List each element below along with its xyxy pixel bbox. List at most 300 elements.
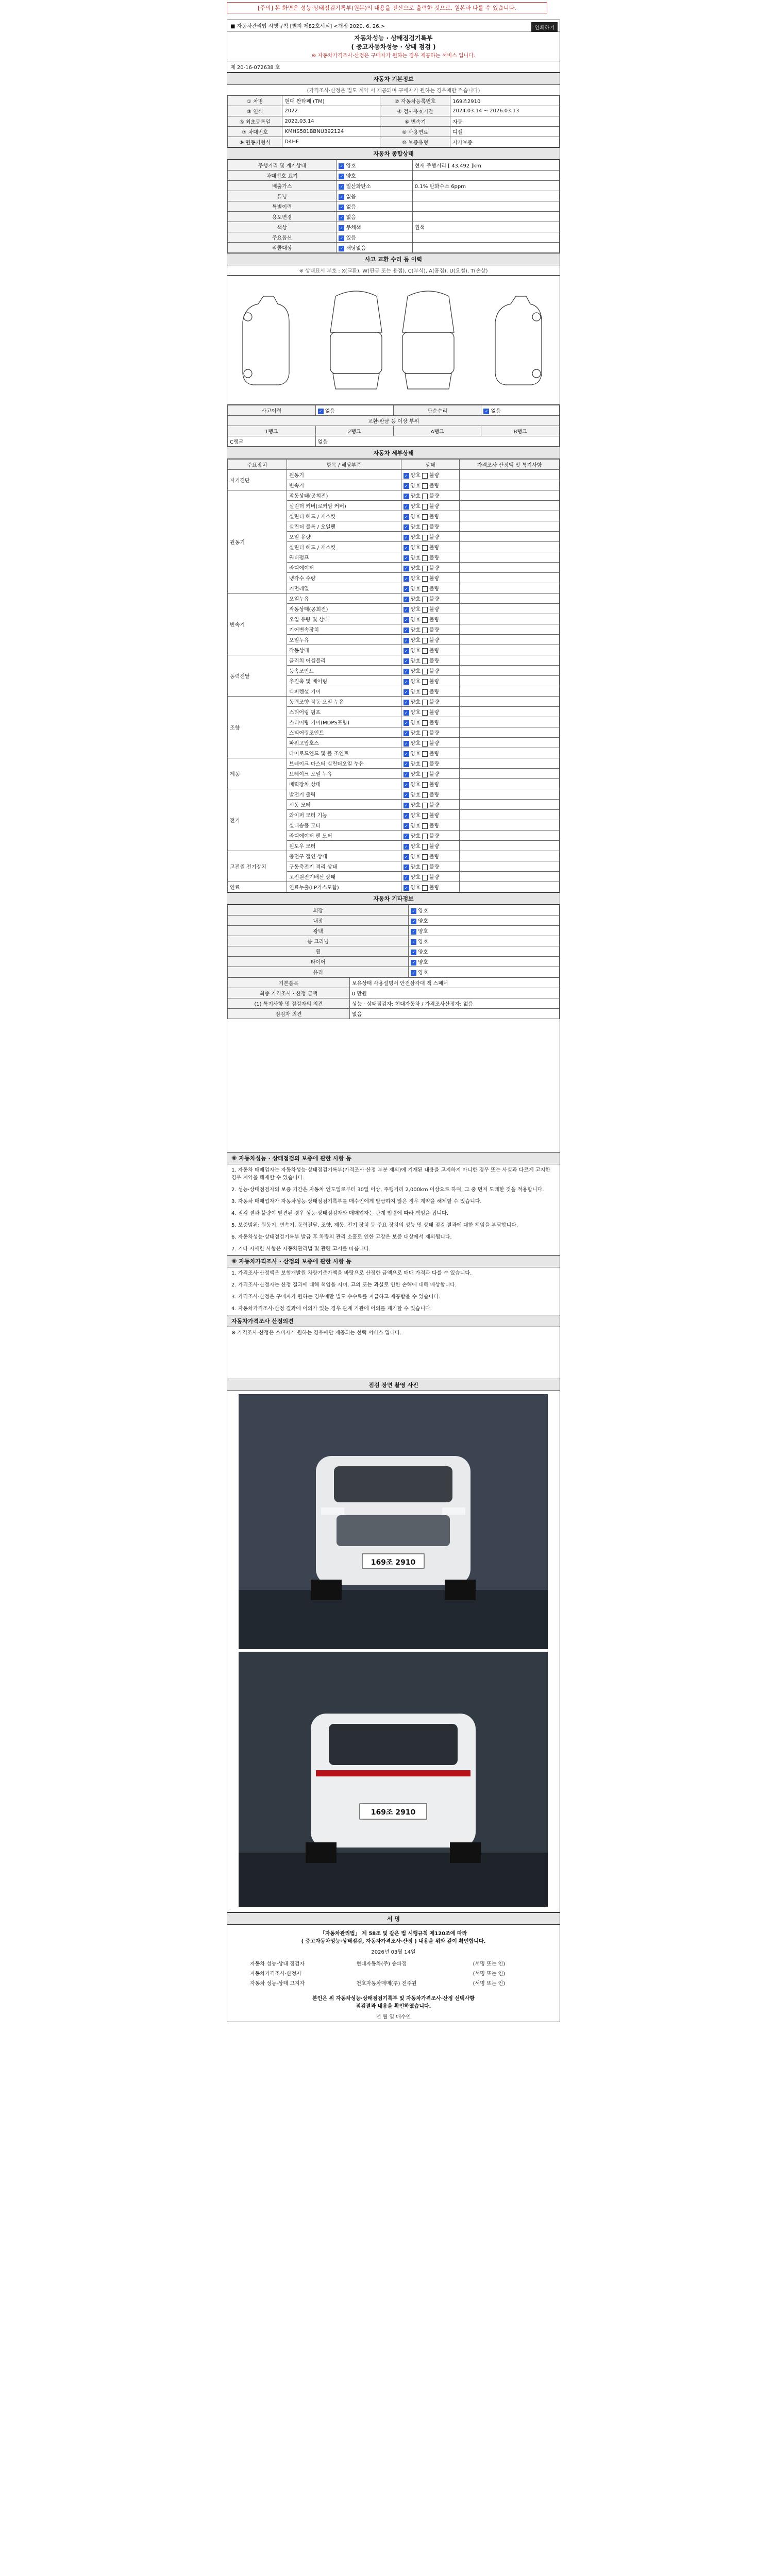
- checkbox-icon: ✓: [404, 854, 409, 860]
- document-number: 제 20-16-072638 호: [227, 61, 560, 73]
- inspection-state: [401, 769, 460, 779]
- col-item: 항목 / 해당부품: [287, 460, 401, 470]
- bad-label: 불량: [429, 710, 440, 716]
- price-warranty-paragraph: 1. 가격조사·산정액은 보험개발원 차량기준가액을 바탕으로 산정한 금액으로 매매 가격과 다를 수 있습니다.: [231, 1270, 472, 1276]
- inspection-state: [401, 645, 460, 655]
- inspection-item: 작동상태(공회전): [287, 604, 401, 614]
- inspection-group-name: 동력전달: [228, 655, 287, 697]
- status-row: [228, 160, 560, 171]
- inspection-note: [460, 666, 560, 676]
- inspection-note: [460, 861, 560, 872]
- checkbox-icon: ✓: [404, 875, 409, 880]
- inspection-note: [460, 604, 560, 614]
- inspection-header: 자동차 세부상태: [227, 447, 560, 459]
- checkbox-icon: ✓: [339, 194, 344, 200]
- other-info-value: [409, 916, 560, 926]
- bad-label: 불량: [429, 782, 440, 788]
- inspection-item: 구동축전지 격리 상태: [287, 861, 401, 872]
- other-info-state: 양호: [418, 929, 428, 935]
- basic-items-table: [227, 977, 560, 1019]
- signer-row: [248, 1958, 536, 1968]
- bad-label: 불량: [429, 576, 440, 582]
- inspection-note: [460, 841, 560, 851]
- good-label: 양호: [410, 483, 421, 489]
- warranty-paragraph: 5. 보증범위: 원동기, 변속기, 동력전달, 조향, 제동, 전기 장치 등 주요 장치의 성능 및 상태 점검 결과에 대한 책임을 부담합니다.: [231, 1223, 518, 1228]
- rank-result: 없음: [315, 436, 560, 447]
- good-label: 양호: [410, 803, 421, 808]
- inspection-state: [401, 594, 460, 604]
- good-label: 양호: [410, 617, 421, 623]
- simple-repair-label: 단순수리: [393, 405, 481, 416]
- checkbox-icon: ✓: [404, 865, 409, 870]
- inspection-note: [460, 779, 560, 789]
- checkbox-icon: ✓: [404, 823, 409, 829]
- bad-label: 불량: [429, 597, 440, 602]
- inspection-row: [228, 470, 560, 480]
- good-label: 양호: [410, 751, 421, 757]
- inspection-group-name: 고전원 전기장치: [228, 851, 287, 882]
- checkbox-icon: ✓: [404, 607, 409, 613]
- inspection-note: [460, 872, 560, 882]
- other-info-header: 자동차 기타정보: [227, 892, 560, 905]
- price-warranty-paragraph: 2. 가격조사·산정자는 산정 결과에 대해 책임을 지며, 고의 또는 과실로 인한 손해에 대해 배상합니다.: [231, 1282, 457, 1288]
- col-system: 주요장치: [228, 460, 287, 470]
- inspection-item: 라디에이터 팬 모터: [287, 831, 401, 841]
- bad-label: 불량: [429, 772, 440, 777]
- checkbox-icon: ✓: [404, 834, 409, 839]
- bad-label: 불량: [429, 689, 440, 695]
- vehicle-info-label-2: ⑥ 변속기: [380, 116, 450, 127]
- checkbox-icon: ✓: [404, 844, 409, 850]
- checkbox-icon: [422, 535, 428, 540]
- inspection-note: [460, 573, 560, 583]
- car-right-side-outline: [495, 296, 542, 385]
- bad-label: 불량: [429, 628, 440, 633]
- good-label: 양호: [410, 628, 421, 633]
- inspection-note: [460, 697, 560, 707]
- inspection-note: [460, 717, 560, 727]
- checkbox-icon: ✓: [404, 658, 409, 664]
- inspection-note: [460, 810, 560, 820]
- inspection-row: [228, 594, 560, 604]
- checkbox-icon: [422, 689, 428, 695]
- inspection-note: [460, 820, 560, 831]
- checkbox-icon: [422, 545, 428, 551]
- inspection-state: [401, 563, 460, 573]
- inspection-item: 라디에이터: [287, 563, 401, 573]
- status-label: 특별이력: [228, 201, 337, 212]
- inspection-note: [460, 624, 560, 635]
- vehicle-info-label: ① 차명: [228, 96, 282, 106]
- inspection-row: [228, 851, 560, 861]
- other-info-table: [227, 905, 560, 977]
- status-detail: [412, 171, 559, 181]
- inspection-item: 스티어링 펌프: [287, 707, 401, 717]
- good-label: 양호: [410, 731, 421, 736]
- inspection-note: [460, 614, 560, 624]
- inspection-item: 클러치 어셈블리: [287, 655, 401, 666]
- inspection-note: [460, 707, 560, 717]
- inspection-state: [401, 666, 460, 676]
- front-photo: [239, 1394, 548, 1649]
- inspection-note: [460, 676, 560, 686]
- vehicle-info-value-2: 자가보증: [450, 137, 560, 147]
- checkbox-icon: ✓: [339, 225, 344, 231]
- inspection-note: [460, 758, 560, 769]
- bad-label: 불량: [429, 865, 440, 870]
- status-state-text: 없음: [346, 194, 356, 200]
- other-info-value: [409, 967, 560, 977]
- other-info-value: [409, 936, 560, 946]
- good-label: 양호: [410, 782, 421, 788]
- checkbox-icon: [422, 741, 428, 747]
- checkbox-icon: [422, 628, 428, 633]
- inspection-state: [401, 655, 460, 666]
- inspection-group-name: 제동: [228, 758, 287, 789]
- checkbox-icon: [422, 854, 428, 860]
- accident-option-label: 사고이력: [228, 405, 316, 416]
- checkbox-icon: [422, 504, 428, 510]
- inspection-state: [401, 738, 460, 748]
- simple-repair-value: ✓ 없음: [481, 405, 560, 416]
- price-opinion-text: ※ 가격조사·산정은 소비자가 원하는 경우에만 제공되는 선택 서비스 입니다.: [231, 1330, 401, 1336]
- vehicle-info-value-2: 자동: [450, 116, 560, 127]
- bad-label: 불량: [429, 731, 440, 736]
- vehicle-info-label-2: ⑩ 보증유형: [380, 137, 450, 147]
- warranty-paragraph: 1. 자동차 매매업자는 자동차성능·상태점검기록부(가격조사·산정 부분 제외)에 기재된 내용을 고지하지 아니한 경우 또는 사실과 다르게 고지한 경우 계약을 해제할 수 있습니다.: [231, 1167, 550, 1181]
- inspection-group-name: 원동기: [228, 490, 287, 594]
- inspection-state: [401, 882, 460, 892]
- status-detail: [412, 191, 559, 201]
- good-label: 양호: [410, 607, 421, 613]
- inspection-state: [401, 810, 460, 820]
- status-row: [228, 222, 560, 232]
- good-label: 양호: [410, 834, 421, 839]
- inspection-item: 윈도우 모터: [287, 841, 401, 851]
- inspection-note: [460, 511, 560, 521]
- good-label: 양호: [410, 772, 421, 777]
- accident-option-value: ✓ 없음: [315, 405, 393, 416]
- checkbox-icon: ✓: [404, 741, 409, 747]
- good-label: 양호: [410, 576, 421, 582]
- status-label: 주요옵션: [228, 232, 337, 243]
- inspection-item: 스티어링조인트: [287, 727, 401, 738]
- bad-label: 불량: [429, 803, 440, 808]
- inspection-note: [460, 738, 560, 748]
- inspection-note: [460, 501, 560, 511]
- inspection-note: [460, 789, 560, 800]
- bad-label: 불량: [429, 679, 440, 685]
- good-label: 양호: [410, 761, 421, 767]
- other-info-label: 외장: [228, 905, 409, 916]
- other-info-value: [409, 946, 560, 957]
- signer-role: 자동차가격조사·산정자: [250, 1971, 301, 1977]
- inspection-state: [401, 861, 460, 872]
- vehicle-info-row: [228, 106, 560, 116]
- other-info-value: [409, 905, 560, 916]
- inspection-note: [460, 532, 560, 542]
- bad-label: 불량: [429, 617, 440, 623]
- inspection-item: 워터펌프: [287, 552, 401, 563]
- good-label: 양호: [410, 669, 421, 674]
- status-row: [228, 212, 560, 222]
- inspection-state: [401, 727, 460, 738]
- good-label: 양호: [410, 710, 421, 716]
- bad-label: 불량: [429, 741, 440, 747]
- vehicle-info-label-2: ⑧ 사용연료: [380, 127, 450, 137]
- rear-plate: 169조 2910: [371, 1808, 416, 1817]
- good-label: 양호: [410, 720, 421, 726]
- accident-header: 사고 교환 수리 등 이력: [227, 253, 560, 265]
- inspection-state: [401, 841, 460, 851]
- inspection-item: 디퍼렌셜 기어: [287, 686, 401, 697]
- checkbox-icon: ✓: [404, 885, 409, 891]
- inspection-note: [460, 748, 560, 758]
- bad-label: 불량: [429, 494, 440, 499]
- bad-label: 불량: [429, 875, 440, 880]
- inspection-row: [228, 789, 560, 800]
- inspection-item: 실린더 헤드 / 개스킷: [287, 511, 401, 521]
- inspection-note: [460, 769, 560, 779]
- inspection-state: [401, 758, 460, 769]
- good-label: 양호: [410, 658, 421, 664]
- inspection-item: 실린더 커버(로커암 커버): [287, 501, 401, 511]
- inspection-state: [401, 872, 460, 882]
- price-opinion-heading: 자동차가격조사 산정의견: [227, 1315, 560, 1327]
- front-plate: 169조 2910: [371, 1558, 416, 1567]
- bad-label: 불량: [429, 586, 440, 592]
- inspection-note: [460, 727, 560, 738]
- legal-section: [227, 1152, 560, 2022]
- checkbox-icon: ✓: [483, 409, 489, 414]
- checkbox-icon: [422, 813, 428, 819]
- other-info-state: 양호: [418, 919, 428, 924]
- checkbox-icon: ✓: [411, 908, 416, 914]
- inspection-state: [401, 573, 460, 583]
- inspection-table: [227, 459, 560, 892]
- inspection-group-name: 조향: [228, 697, 287, 758]
- accident-table: [227, 405, 560, 447]
- status-state: [337, 201, 412, 212]
- checkbox-icon: ✓: [339, 205, 344, 210]
- other-info-label: 휠: [228, 946, 409, 957]
- checkbox-icon: ✓: [339, 174, 344, 179]
- bad-label: 불량: [429, 792, 440, 798]
- record-warning: ※ 자동차가격조사·산정은 구매자가 원하는 경우 제공하는 서비스 입니다.: [311, 53, 476, 59]
- checkbox-icon: ✓: [404, 617, 409, 623]
- checkbox-icon: ✓: [404, 514, 409, 520]
- checkbox-icon: [422, 865, 428, 870]
- signer-sign: (서명 또는 인): [473, 1971, 506, 1977]
- bad-label: 불량: [429, 844, 440, 850]
- checkbox-icon: [422, 669, 428, 674]
- inspection-group-name: 자기진단: [228, 470, 287, 490]
- good-label: 양호: [410, 494, 421, 499]
- bad-label: 불량: [429, 566, 440, 571]
- checkbox-icon: ✓: [404, 710, 409, 716]
- inspection-group-name: 변속기: [228, 594, 287, 655]
- status-row: [228, 232, 560, 243]
- status-label: 배출가스: [228, 181, 337, 191]
- status-state-text: 일산화탄소: [346, 184, 371, 190]
- bad-label: 불량: [429, 514, 440, 520]
- rankb-label: B랭크: [481, 426, 560, 436]
- signer-table: [248, 1958, 536, 1988]
- bad-label: 불량: [429, 535, 440, 540]
- vehicle-info-header: 자동차 기본정보: [227, 73, 560, 85]
- inspection-item: 추진축 및 베어링: [287, 676, 401, 686]
- status-state-text: 양호: [346, 163, 356, 169]
- other-info-row: [228, 936, 560, 946]
- bad-label: 불량: [429, 607, 440, 613]
- col-note: 가격조사·산정액 및 특기사항: [460, 460, 560, 470]
- inspection-item: 작동상태(공회전): [287, 490, 401, 501]
- vehicle-info-table: [227, 95, 560, 147]
- vehicle-info-label: ⑤ 최초등록일: [228, 116, 282, 127]
- inspection-item: 연료누출(LP가스포함): [287, 882, 401, 892]
- opinion2-value: 없음: [349, 1009, 559, 1019]
- warranty-paragraph: 3. 자동차 매매업자가 자동차성능·상태점검기록부를 매수인에게 발급하지 않은 경우 계약을 해제할 수 있습니다.: [231, 1199, 482, 1205]
- other-info-label: 광택: [228, 926, 409, 936]
- checkbox-icon: ✓: [404, 700, 409, 705]
- inspection-note: [460, 645, 560, 655]
- signature-text-2: ( 중고자동차성능·상태점검, 자동차가격조사·산정 ) 내용을 위와 같이 확인합니다.: [301, 1939, 486, 1944]
- checkbox-icon: ✓: [404, 504, 409, 510]
- inspection-item: 발전기 출력: [287, 789, 401, 800]
- inspection-state: [401, 624, 460, 635]
- inspection-group-name: 연료: [228, 882, 287, 892]
- other-info-label: 유리: [228, 967, 409, 977]
- good-label: 양호: [410, 854, 421, 860]
- status-state: [337, 243, 412, 253]
- other-info-value: [409, 957, 560, 967]
- inspection-item: 실린더 헤드 / 개스킷: [287, 542, 401, 552]
- good-label: 양호: [410, 844, 421, 850]
- checkbox-icon: [422, 648, 428, 654]
- checkbox-icon: ✓: [404, 689, 409, 695]
- checkbox-icon: ✓: [404, 638, 409, 643]
- checkbox-icon: ✓: [404, 731, 409, 736]
- checkbox-icon: ✓: [404, 576, 409, 582]
- price-warranty-paragraph: 4. 자동차가격조사·산정 결과에 이의가 있는 경우 관계 기관에 이의를 제기할 수 있습니다.: [231, 1306, 432, 1312]
- inspection-state: [401, 779, 460, 789]
- status-table: [227, 160, 560, 253]
- checkbox-icon: ✓: [411, 960, 416, 965]
- inspection-item: 기어변속장치: [287, 624, 401, 635]
- bad-label: 불량: [429, 720, 440, 726]
- checkbox-icon: ✓: [404, 803, 409, 808]
- checkbox-icon: ✓: [404, 648, 409, 654]
- signer-row: [248, 1978, 536, 1988]
- other-info-row: [228, 957, 560, 967]
- other-info-state: 양호: [418, 950, 428, 955]
- checkbox-icon: ✓: [404, 628, 409, 633]
- checkbox-icon: [422, 782, 428, 788]
- vehicle-info-note: (가격조사·산정은 별도 계약 시 제공되며 구매자가 원하는 경우에만 적습니다): [227, 85, 560, 95]
- good-label: 양호: [410, 535, 421, 540]
- inspection-item: 등속조인트: [287, 666, 401, 676]
- inspection-item: 실린더 블록 / 오일팬: [287, 521, 401, 532]
- inspection-item: 고전원전기배선 상태: [287, 872, 401, 882]
- checkbox-icon: [422, 700, 428, 705]
- inspection-state: [401, 635, 460, 645]
- inspection-note: [460, 882, 560, 892]
- status-label: 튜닝: [228, 191, 337, 201]
- good-label: 양호: [410, 514, 421, 520]
- vehicle-info-value: 2022: [282, 106, 380, 116]
- checkbox-icon: [422, 566, 428, 571]
- checkbox-icon: [422, 494, 428, 499]
- good-label: 양호: [410, 638, 421, 643]
- status-label: 색상: [228, 222, 337, 232]
- inspection-state: [401, 532, 460, 542]
- accident-legend: ※ 상태표시 부호 : X(교환), W(판금 또는 용접), C(부식), A(흠집), U(요철), T(손상): [227, 265, 560, 276]
- vehicle-info-value: 2022.03.14: [282, 116, 380, 127]
- other-info-row: [228, 946, 560, 957]
- bad-label: 불량: [429, 669, 440, 674]
- checkbox-icon: [422, 473, 428, 479]
- bad-label: 불량: [429, 751, 440, 757]
- checkbox-icon: ✓: [404, 679, 409, 685]
- status-detail: [412, 232, 559, 243]
- inspection-note: [460, 480, 560, 490]
- checkbox-icon: [422, 483, 428, 489]
- good-label: 양호: [410, 473, 421, 479]
- signer-role: 자동차 성능·상태 점검자: [250, 1961, 305, 1967]
- checkbox-icon: [422, 792, 428, 798]
- checkbox-icon: [422, 679, 428, 685]
- status-detail: [412, 201, 559, 212]
- other-info-label: 타이어: [228, 957, 409, 967]
- inspection-state: [401, 831, 460, 841]
- buyer-confirm-2: 점검결과 내용을 확인하였습니다.: [356, 2004, 431, 2009]
- top-notice: [주의] 본 화면은 성능·상태점검기록부(원본)의 내용을 전산으로 출력한 것으로, 원본과 다를 수 있습니다.: [227, 2, 547, 13]
- inspection-state: [401, 542, 460, 552]
- print-button[interactable]: 인쇄하기: [531, 22, 558, 32]
- checkbox-icon: ✓: [339, 184, 344, 190]
- rank1-label: 1랭크: [228, 426, 316, 436]
- inspection-state: [401, 552, 460, 563]
- bad-label: 불량: [429, 504, 440, 510]
- checkbox-icon: ✓: [404, 586, 409, 592]
- vehicle-info-value-2: 디젤: [450, 127, 560, 137]
- other-info-label: 룸 크리닝: [228, 936, 409, 946]
- record-subtitle: ( 중고자동차성능 · 상태 점검 ): [351, 43, 436, 50]
- checkbox-icon: ✓: [339, 246, 344, 251]
- signer-name: [354, 1968, 470, 1978]
- inspection-item: 오일누유: [287, 594, 401, 604]
- other-info-row: [228, 916, 560, 926]
- good-label: 양호: [410, 679, 421, 685]
- signature-section: [227, 1912, 560, 2020]
- status-state-text: 무채색: [346, 225, 361, 231]
- rank-title: 교환·판금 등 이상 부위: [228, 416, 560, 426]
- good-label: 양호: [410, 555, 421, 561]
- inspection-note: [460, 831, 560, 841]
- status-state: [337, 222, 412, 232]
- basic-items-value: 보유상태 사용설명서 안전삼각대 잭 스패너: [349, 978, 559, 988]
- opinion1-label: (1) 특기사항 및 점검자의 의견: [228, 998, 350, 1009]
- status-label: 주행거리 및 계기상태: [228, 160, 337, 171]
- checkbox-icon: [422, 524, 428, 530]
- good-label: 양호: [410, 648, 421, 654]
- status-detail: 0.1% 탄화수소 6ppm: [412, 181, 559, 191]
- vehicle-info-label: ⑨ 원동기형식: [228, 137, 282, 147]
- inspection-note: [460, 583, 560, 594]
- checkbox-icon: ✓: [404, 669, 409, 674]
- good-label: 양호: [410, 700, 421, 705]
- inspection-state: [401, 676, 460, 686]
